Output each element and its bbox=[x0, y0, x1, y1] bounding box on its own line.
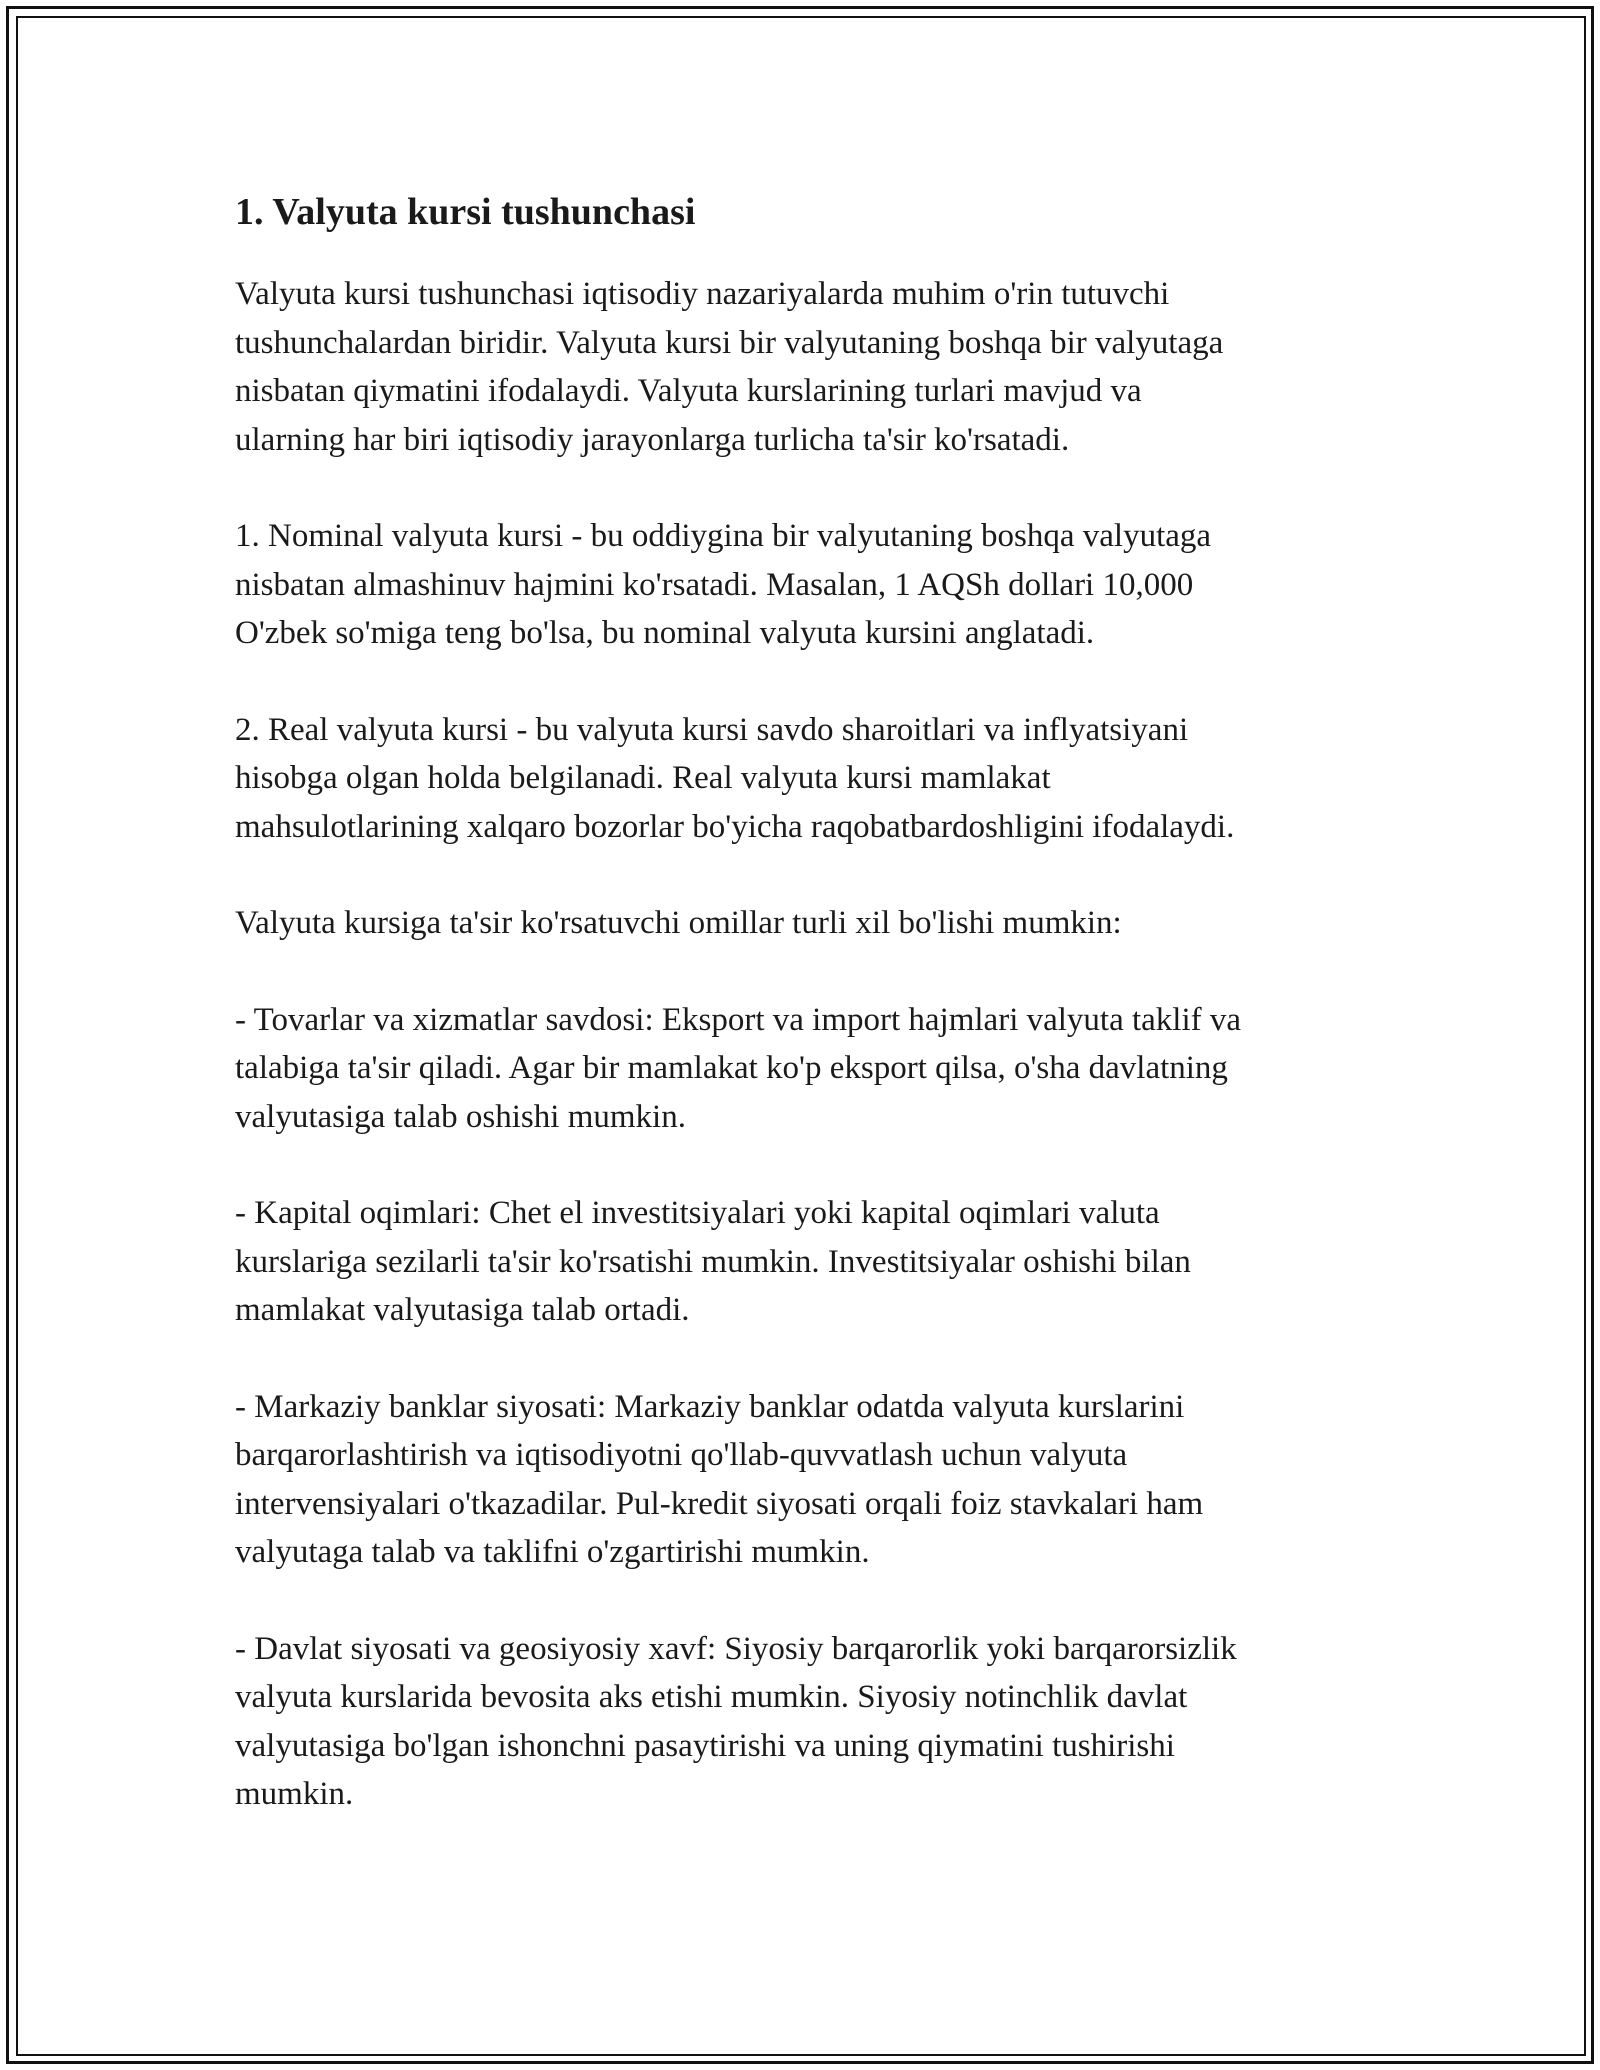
paragraph-nominal-rate: 1. Nominal valyuta kursi - bu oddiygina bir valyutaning boshqa valyutaga nisbatan almashinuv hajmini ko'rsatadi. Masalan, 1 AQSh dollari 10,000 O'zbek so'miga teng bo'lsa, bu nominal valyuta kursini anglatadi. bbox=[235, 518, 1212, 651]
paragraph-real-rate: 2. Real valyuta kursi - bu valyuta kursi savdo sharoitlari va inflyatsiyani hisobga olgan holda belgilanadi. Real valyuta kursi mamlakat mahsulotlarining xalqaro bozorlar bo'yicha raqobatbardoshligini ifodalaydi. bbox=[235, 711, 1235, 845]
paragraph-trade: - Tovarlar va xizmatlar savdosi: Eksport va import hajmlari valyuta taklif va talabiga ta'sir qiladi. Agar bir mamlakat ko'p eksport qilsa, o'sha davlatning valyutasiga talab oshishi mumkin. bbox=[235, 1001, 1242, 1135]
paragraph-factors-intro: Valyuta kursiga ta'sir ko'rsatuvchi omillar turli xil bo'lishi mumkin: bbox=[235, 905, 1122, 941]
paragraph-central-banks: - Markaziy banklar siyosati: Markaziy banklar odatda valyuta kurslarini barqarorlashtirish va iqtisodiyotni qo'llab-quvvatlash uchun valyuta intervensiyalari o'tkazadilar. Pul-kredit siyosati orqali foiz stavkalari ham valyutaga talab va taklifni o'zgartirishi mumkin. bbox=[235, 1388, 1204, 1570]
paragraph-intro: Valyuta kursi tushunchasi iqtisodiy nazariyalarda muhim o'rin tutuvchi tushunchalardan biridir. Valyuta kursi bir valyutaning boshqa bir valyutaga nisbatan qiymatini ifodalaydi. Valyuta kurslarining turlari mavjud va ularning har biri iqtisodiy jarayonlarga turlicha ta'sir ko'rsatadi. bbox=[235, 276, 1224, 458]
paragraph-capital-flows: - Kapital oqimlari: Chet el investitsiyalari yoki kapital oqimlari valuta kurslariga sezilarli ta'sir ko'rsatishi mumkin. Investitsiyalar oshishi bilan mamlakat valyutasiga talab ortadi. bbox=[235, 1195, 1191, 1328]
document-title: 1. Valyuta kursi tushunchasi bbox=[235, 191, 696, 233]
paragraph-geopolitical-risk: - Davlat siyosati va geosiyosiy xavf: Siyosiy barqarorlik yoki barqarorsizlik valyuta kurslarida bevosita aks etishi mumkin. Siyosiy notinchlik davlat valyutasiga bo'lgan ishonchni pasaytirishi va uning qiymatini tushirishi mumkin. bbox=[235, 1630, 1237, 1812]
document-body bbox=[235, 184, 1385, 1867]
